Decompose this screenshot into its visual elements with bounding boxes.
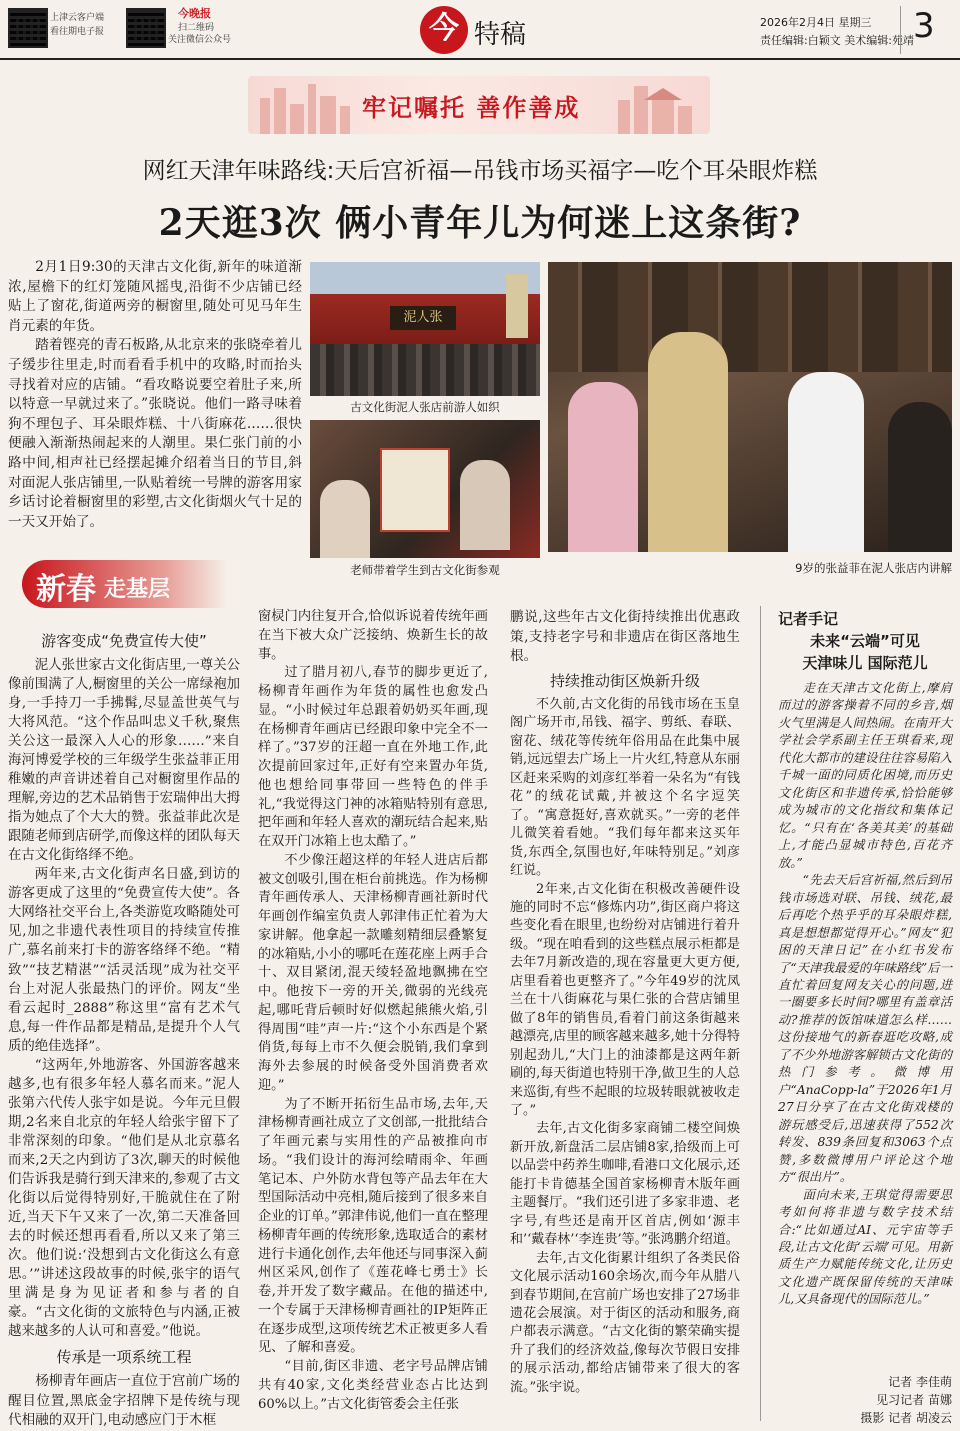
byline (778, 1373, 952, 1427)
new-year-painting (380, 448, 450, 532)
woman-tan-coat (648, 332, 728, 552)
display-shelves (548, 262, 952, 372)
subheading: 持续推动街区焕新升级 (549, 672, 700, 690)
column-logo (22, 560, 228, 608)
byline-photographer: 摄影 记者 胡凌云 (860, 1411, 952, 1425)
paragraph: 鹏说,这些年古文化街持续推出优惠政策,支持老字号和非遗店在街区落地生根。 (510, 609, 740, 665)
paragraph: “目前,街区非遗、老字号品牌店铺共有40家,文化类经营业态占比达到60%以上。”古文化街管委会主任张 (258, 1359, 488, 1412)
child-dark-coat (888, 402, 952, 552)
note-text (778, 680, 952, 1309)
paragraph: 2年来,古文化街在积极改善硬件设施的同时不忘“修炼内功”,街区商户将这些变化看在眼里,也纷纷对店铺进行着升级。“现在咱看到的这些糕点展示柜都是去年7月新改造的,现在容量更大更方便,店里看着也更整齐了。”今年49岁的沈凤兰在十八街麻花与果仁张的合营店铺里做了8年的销售员,看着门前这条街越来越漂亮,店里的顾客越来越多,她十分得特别起劲儿,“大门上的油漆都是这两年新刷的,每天街道也特别干净,做卫生的人总来巡街,有些不起眼的垃圾转眼就被收走了。” (510, 881, 740, 1118)
editors-credit: 责任编辑:白颖文 美术编辑:苑靖 (760, 34, 914, 47)
paragraph: 泥人张世家古文化街店里,一尊关公像前围满了人,橱窗里的关公一席绿袍加身,一手持刀一手拂髯,尽显盖世英气与大将风范。“这个作品叫忠义千秋,聚焦关公这一最深入人心的形象……”来自海河博爱学校的三年级学生张益菲正用稚嫩的声音讲述着自己对橱窗里作品的理解,旁边的艺术品销售于宏瑞伸出大拇指为她点了个大大的赞。张益菲此次是跟随老师到店研学,而像这样的团队每天在古文化街络绎不绝。 (8, 658, 240, 864)
banner-slogan: 牢记嘱托 善作善成 (362, 93, 581, 122)
photo-niren-zhang-storefront (310, 262, 540, 396)
qr2-caption2: 关注微信公众号 (168, 35, 232, 45)
subheading: 传承是一项系统工程 (56, 1348, 192, 1366)
paragraph: 杨柳青年画店一直位于宫前广场的醒目位置,黑底金字招牌下是传统与现代相融的双开门,电动感应门于木框 (8, 1373, 240, 1429)
photo2-caption: 老师带着学生到古文化街参观 (350, 563, 500, 577)
column-2-text (258, 608, 488, 1414)
note-label: 记者手记 (778, 610, 839, 628)
paragraph: “这两年,外地游客、外国游客越来越多,也有很多年轻人慕名而来。”泥人张第六代传人张宇如是说。今年元旦假期,2名来自北京的年轻人给张宇留下了非常深刻的印象。“他们是从北京慕名而来,2天之内到访了3次,聊天的时候他们告诉我是骑行到天津来的,参观了古文化街以后觉得特别好,干脆就住在了附近,当天下午又来了一次,第二天准备回去的时候还想再看看,所以又来了第三次。他们说:‘没想到古文化街这么有意思。’”讲述这段故事的时候,张宇的语气里满是身为见证者和参与者的自豪。“古文化街的文旅特色与内涵,正被越来越多的人认可和喜爱。”他说。 (8, 1057, 240, 1340)
newspaper-logo: 今 (420, 6, 468, 54)
column-title-b: 走基层 (104, 576, 171, 602)
qr-code-icon[interactable] (126, 8, 166, 48)
paragraph: 为了不断开拓衍生品市场,去年,天津杨柳青画社成立了文创部,一批批结合了年画元素与实用性的产品被推向市场。“我们设计的海河绘晴雨伞、年画笔记本、户外防水背包等产品去年在大型国际活动中亮相,随后接到了很多来自企业的订单。”郭津伟说,他们一直在整理杨柳青年画的传统形象,选取适合的素材进行卡通化创作,去年他还与同事深入蓟州区采风,创作了《莲花峰七勇士》长卷,并开发了数字藏品。在他的描述中,一个专属于天津杨柳青画社的IP矩阵正在逐步成型,这项传统艺术正被更多人看见、了解和喜爱。 (258, 1096, 488, 1356)
note-title: 天津味儿 国际范儿 (802, 654, 928, 672)
paragraph: 窗棂门内往复开合,恰似诉说着传统年画在当下被大众广泛接纳、焕新生长的故事。 (258, 609, 488, 662)
paragraph: 去年,古文化街累计组织了各类民俗文化展示活动160余场次,而今年从腊八到春节期间,在宫前广场也安排了27场非遗花会展演。对于街区的活动和服务,商户都表示满意。“古文化街的繁荣确实提升了我们的经济效益,像每次节假日安排的展示活动,都给店铺带来了很大的客流。”张宇说。 (510, 1250, 740, 1395)
column-3-head (510, 608, 740, 667)
lead-text (8, 258, 302, 532)
vertical-sign-board (506, 274, 528, 338)
store-sign: 泥人张 (390, 306, 456, 330)
paragraph: 过了腊月初八,春节的脚步更近了,杨柳青年画作为年货的属性也愈发凸显。“小时候过年总跟着奶奶买年画,现在杨柳青年画店已经跟印象中完全不一样了。”37岁的汪超一直在外地工作,此次提前回家过年,正好有空来置办年货,他也想给同事带回一些特色的伴手礼,“我觉得这门神的冰箱贴特别有意思,把年画和年轻人喜欢的潮玩结合起来,贴在双开门冰箱上也太酷了。” (258, 665, 488, 849)
person-figure (320, 480, 370, 558)
byline-intern: 见习记者 苗娜 (876, 1393, 952, 1407)
issue-date: 2026年2月4日 星期三 (760, 16, 872, 29)
crowd-silhouettes (310, 344, 540, 396)
column-divider (760, 606, 761, 1421)
paragraph: 去年,古文化街多家商铺二楼空间焕新开放,新盘活二层店铺8家,拾级而上可以品尝中药养生咖啡,看港口文化展示,还能打卡肯德基全国首家杨柳青木版年画主题餐厅。“我们还引进了多家非遗、老字号,有些还是南开区首店,例如‘源丰和’‘戴春林’‘李连贵’等。”张鸿鹏介绍道。 (510, 1121, 740, 1248)
note-paragraph: 走在天津古文化街上,摩肩而过的游客操着不同的乡音,烟火气里满是人间热闹。在南开大学社会学系副主任王琪看来,现代化大都市的建设往往容易陷入千城一面的同质化困境,而历史文化街区和非遗传承,恰恰能够成为城市的文化指纹和集体记忆。“只有在‘各美其美’的基础上,才能凸显城市特色,百花齐放。” (778, 681, 952, 870)
qr2-caption: 扫二维码 (178, 23, 215, 33)
subheading: 游客变成“免费宣传大使” (41, 632, 207, 650)
girl-white-shirt (788, 372, 864, 552)
article-headline: 2天逛3次 俩小青年儿为何迷上这条街? (158, 202, 802, 244)
column-title-a: 新春 (36, 572, 96, 607)
article-subtitle: 网红天津年味路线:天后宫祈福—吊钱市场买福字—吃个耳朵眼炸糕 (142, 158, 818, 184)
photo3-caption: 9岁的张益菲在泥人张店内讲解 (795, 561, 952, 575)
lead-paragraph: 踏着铿亮的青石板路,从北京来的张晓牵着儿子缓步往里走,时而看看手机中的攻略,时而抬头寻找着对应的店铺。“看攻略说要空着肚子来,所以特意一早就过来了。”张晓说。他们一路寻味着狗不理包子、耳朵眼炸糕、十八街麻花……很快便融入渐渐热闹起来的人潮里。果仁张门前的小路中间,相声社已经摆起摊介绍着当日的节目,斜对面泥人张店铺里,一队贴着统一号牌的游客用家乡话讨论着橱窗里的彩塑,古文化街烟火气十足的一天又开始了。 (8, 337, 302, 530)
note-title: 未来“云端”可见 (810, 632, 920, 650)
photo1-caption: 古文化街泥人张店前游人如织 (350, 400, 500, 414)
column-1-text (8, 656, 240, 1341)
qr-code-icon[interactable] (8, 8, 48, 48)
column-3-text (510, 696, 740, 1397)
girl-pink-dress (568, 382, 638, 552)
paragraph: 不久前,古文化街的吊钱市场在玉皇阁广场开市,吊钱、福字、剪纸、春联、窗花、绒花等传统年俗用品在此集中展销,远远望去广场上一片火红,特意从东丽区赶来采购的刘彦红举着一朵名为“有钱花”的绒花试戴,并被这个名字逗笑了。“寓意挺好,喜欢就买。”一旁的老伴儿微笑着看她。“我们每年都来这买年货,东西全,氛围也好,年味特别足。”刘彦红说。 (510, 697, 740, 879)
note-paragraph: 面向未来,王琪觉得需要思考如何将非遗与数字技术结合:“比如通过AI、元宇宙等手段,让古文化街‘云端’可见。用新质生产力赋能传统文化,让历史文化遗产既保留传统的天津味儿,又具备现代的国际范儿。” (778, 1187, 952, 1307)
column-1-tail (8, 1372, 240, 1431)
photo-girl-explaining (548, 262, 952, 552)
qr1-caption2: 看往期电子报 (50, 27, 105, 37)
note-paragraph: “先去天后宫祈福,然后到吊钱市场选对联、吊钱、绒花,最后再吃个热乎乎的耳朵眼炸糕,真是想想都觉得开心。”网友“犯困的天津日记”在小红书发布了“天津我最爱的年味路线”后一直忙着回复网友关心的问题,进一圈要多长时间?哪里有盖章活动?推荐的饭馆味道怎么样……这份接地气的新春逛吃攻略,成了不少外地游客解锁古文化街的热门参考。微博用户“AnaCopp-la”于2026年1月27日分享了在古文化街戏楼的游玩感受后,迅速获得了552次转发、839条回复和3063个点赞,多数微博用户评论这个地方“很出片”。 (778, 873, 952, 1185)
paragraph: 两年来,古文化街声名日盛,到访的游客更成了这里的“免费宣传大使”。各大网络社交平台上,各类游览攻略随处可见,加之非遗代表性项目的持续宣传推广,慕名前来打卡的游客络绎不绝。“精致”“技艺精湛”“活灵活现”成为社交平台上对泥人张最热门的评价。网友“坐看云起时_2888”称这里“富有艺术气息,每一件作品都是精品,是提升个人气质的绝佳选择”。 (8, 867, 240, 1054)
paragraph: 不少像汪超这样的年轻人进店后都被文创吸引,围在柜台前挑选。作为杨柳青年画传承人、天津杨柳青画社新时代年画创作编室负责人郭津伟正忙着为大家讲解。他拿起一款雕刻精细层叠繁复的冰箱贴,小小的哪吒在莲花座上两手合十、双目紧闭,混天绫轻盈地飘拂在空中。他按下一旁的开关,微弱的光线亮起,哪吒背后顿时好似燃起熊熊火焰,引得周围“哇”声一片:“这个小东西是个紧俏货,每每上市不久便会脱销,我们拿到海外去参展的时候备受外国消费者欢迎。” (258, 852, 488, 1093)
byline-reporter: 记者 李佳萌 (888, 1375, 952, 1389)
lead-paragraph: 2月1日9:30的天津古文化街,新年的味道渐浓,屋檐下的红灯笼随风摇曳,沿街不少店铺已经贴上了窗花,街道两旁的橱窗里,随处可见马年生肖元素的年货。 (8, 259, 302, 334)
page-number: 3 (900, 6, 935, 54)
person-figure (460, 460, 510, 550)
page-header (0, 0, 960, 60)
qr1-caption: 上津云客户端 (50, 13, 105, 23)
section-title: 特稿 (474, 20, 527, 50)
qr2-brand: 今晚报 (178, 7, 211, 20)
photo-teacher-students (310, 420, 540, 558)
